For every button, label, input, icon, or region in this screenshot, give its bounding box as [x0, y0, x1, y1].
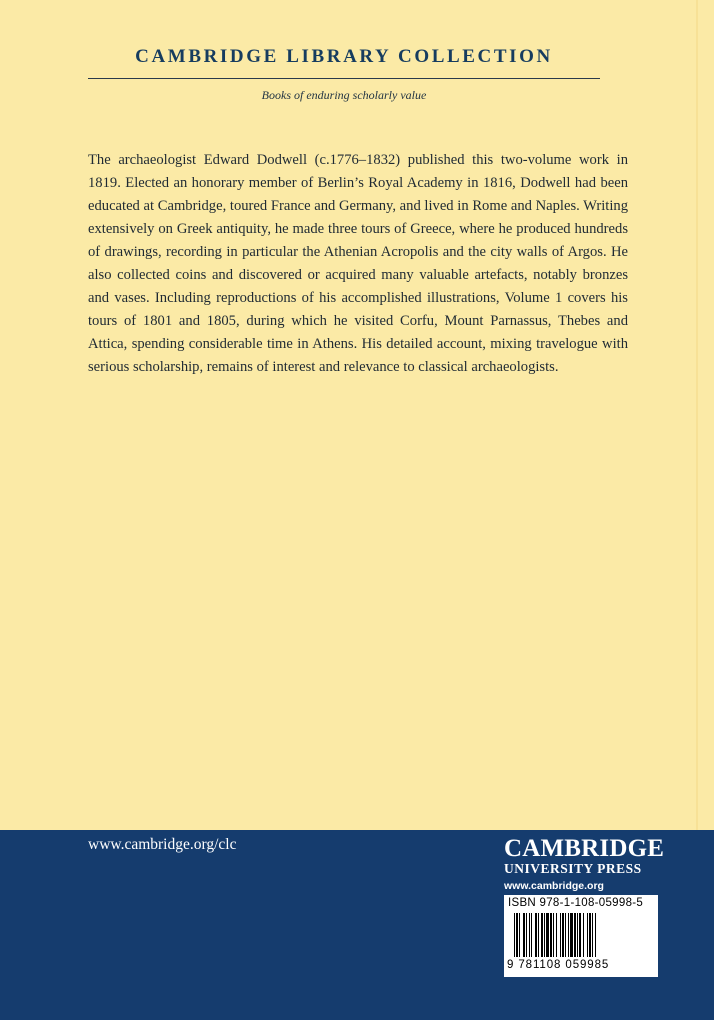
publisher-subtitle: UNIVERSITY PRESS: [504, 861, 642, 876]
book-description: The archaeologist Edward Dodwell (c.1776–1832) published this two-volume work in 1819. Elected an honorary member of Berlin’s Royal Academy in 1816, Dodwell had been educated at Cambridge, toured France and Germany, and lived in Rome and Naples. Writing extensively on Greek antiquity, he made three tours of Greece, where he produced hundreds of drawings, recording in particular the Athenian Acropolis and the city walls of Argos. He also collected coins and discovered or acquired many valuable artefacts, notably bronzes and vases. Including reproductions of his accomplished illustrations, Volume 1 covers his tours of 1801 and 1805, during which he visited Corfu, Mount Parnassus, Thebes and Attica, spending considerable time in Athens. His detailed account, mixing travelogue with serious scholarship, remains of interest and relevance to classical archaeologists.: [88, 152, 628, 375]
ean-number: 9 781108 059985: [507, 959, 610, 971]
series-tagline: Books of enduring scholarly value: [261, 88, 427, 102]
publisher-website[interactable]: www.cambridge.org: [504, 880, 604, 892]
isbn-number: ISBN 978-1-108-05998-5: [508, 897, 644, 909]
series-title: CAMBRIDGE LIBRARY COLLECTION: [135, 46, 553, 67]
barcode-icon: [506, 913, 656, 959]
collection-url[interactable]: www.cambridge.org/clc: [88, 836, 237, 853]
publisher-name: CAMBRIDGE: [504, 835, 665, 862]
footer-band: [0, 830, 714, 1020]
publisher-logo: [504, 836, 664, 892]
title-rule: [88, 78, 600, 79]
barcode-panel: [504, 895, 658, 977]
cover-edge-strip: [696, 0, 714, 830]
